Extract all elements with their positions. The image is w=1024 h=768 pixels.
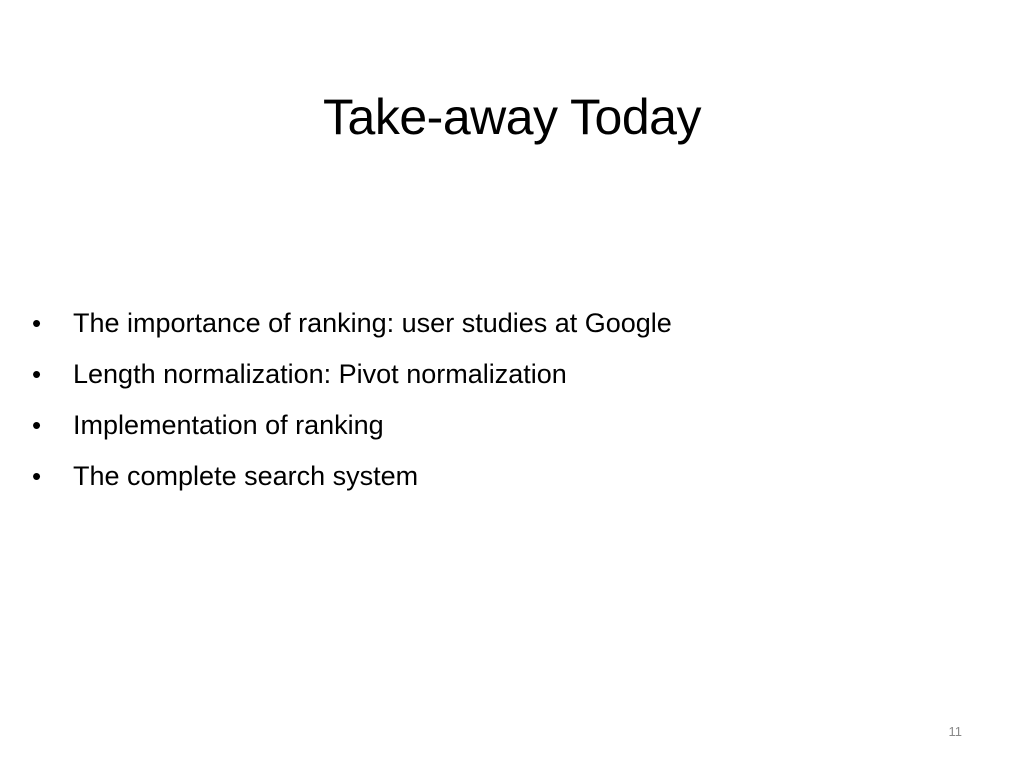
bullet-text: The complete search system bbox=[73, 461, 419, 491]
bullet-icon: • bbox=[32, 410, 42, 440]
list-item bbox=[32, 302, 972, 353]
slide-number: 11 bbox=[948, 724, 962, 739]
bullet-icon: • bbox=[32, 308, 42, 338]
bullet-text: The importance of ranking: user studies at Google bbox=[73, 308, 672, 338]
bullet-icon: • bbox=[32, 359, 42, 389]
bullet-text: Length normalization: Pivot normalization bbox=[73, 359, 567, 389]
list-item bbox=[32, 353, 972, 404]
slide-title: Take-away Today bbox=[323, 89, 701, 145]
bullet-list bbox=[32, 302, 972, 506]
list-item bbox=[32, 455, 972, 506]
list-item bbox=[32, 404, 972, 455]
bullet-icon: • bbox=[32, 461, 42, 491]
bullet-text: Implementation of ranking bbox=[73, 410, 384, 440]
